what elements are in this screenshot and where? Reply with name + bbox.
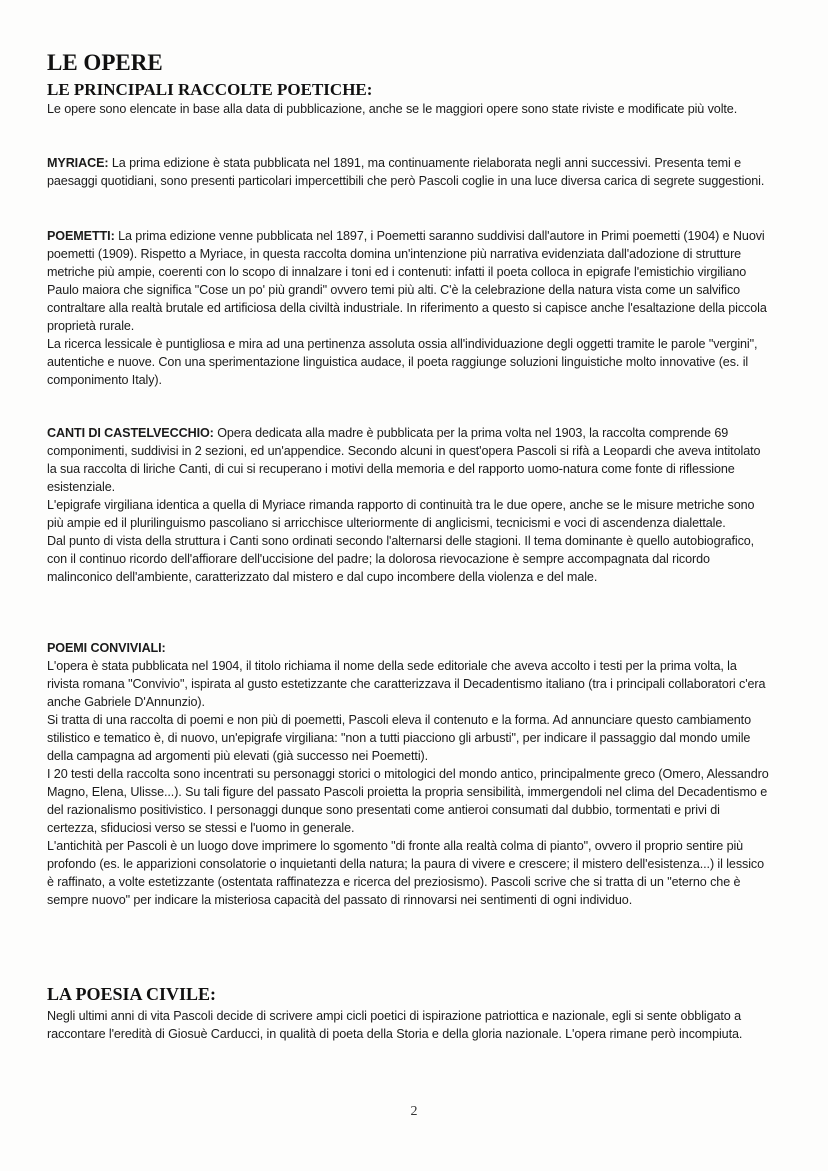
canti-paragraph bbox=[47, 424, 769, 496]
canti-paragraph-2: L'epigrafe virgiliana identica a quella di Myriace rimanda rapporto di continuità tra le due opere, anche se le misure metriche sono più ampie ed il plurilinguismo pascoliano si arricchisce ulteriormente di anglicismi, tecnicismi e voci di ascendenza dialettale. bbox=[47, 498, 755, 530]
poemetti-label: POEMETTI: bbox=[47, 229, 115, 243]
page-title: LE OPERE bbox=[47, 50, 163, 75]
canti-label: CANTI DI CASTELVECCHIO: bbox=[47, 426, 214, 440]
poemetti-section bbox=[47, 227, 769, 389]
conviviali-paragraph-2: Si tratta di una raccolta di poemi e non più di poemetti, Pascoli eleva il contenuto e la forma. Ad annunciare questo cambiamento stilistico e tematico è, di nuovo, un'epigrafe virgiliana: "non a tutti piacciono gli arbusti", per indicare il passaggio dal mondo umile della campagna ad argomenti più elevati (già successo nei Poemetti). bbox=[47, 713, 751, 763]
conviviali-paragraph: L'opera è stata pubblicata nel 1904, il titolo richiama il nome della sede editoriale che aveva accolto i testi per la prima volta, la rivista romana "Convivio", ispirata al gusto estetizzante che caratterizzava il Decadentismo italiano (tra i principali collaboratori c'era anche Gabriele D'Annunzio). bbox=[47, 659, 766, 709]
conviviali-paragraph-3: I 20 testi della raccolta sono incentrati su personaggi storici o mitologici del mondo antico, principalmente greco (Omero, Alessandro Magno, Elena, Ulisse...). Su tali figure del passato Pascoli proietta la propria sensibilità, immergendoli nel clima del Decadentismo e del razionalismo positivistico. I personaggi dunque sono presentati come antieroi consumati dal dubbio, tormentati e privi di certezza, sfiduciosi verso se stessi e l'uomo in generale. bbox=[47, 767, 769, 835]
conviviali-label: POEMI CONVIVIALI: bbox=[47, 641, 166, 655]
poemetti-paragraph-2: La ricerca lessicale è puntigliosa e mira ad una pertinenza assoluta ossia all'individuazione degli oggetti tramite le parole "vergini", autentiche e nuove. Con una sperimentazione linguistica audace, il poeta raggiunge soluzioni linguistiche molto innovative (es. il componimento Italy). bbox=[47, 337, 758, 387]
page-number: 2 bbox=[410, 1104, 418, 1119]
poesia-civile-heading: LA POESIA CIVILE: bbox=[47, 984, 217, 1004]
myriace-label: MYRIACE: bbox=[47, 156, 109, 170]
poemetti-paragraph bbox=[47, 227, 769, 335]
canti-paragraph-3: Dal punto di vista della struttura i Canti sono ordinati secondo l'alternarsi delle stagioni. Il tema dominante è quello autobiografico, con il continuo ricordo dell'affiorare dell'uccisione del padre; la dolorosa rievocazione è sempre accompagnata dal ricordo malinconico dell'ambiente, caratterizzato dal mistero e dal cupo incombere della violenza e del male. bbox=[47, 534, 755, 584]
poemetti-text: La prima edizione venne pubblicata nel 1897, i Poemetti saranno suddivisi dall'autore in Primi poemetti (1904) e Nuovi poemetti (1909). Rispetto a Myriace, in questa raccolta domina un'intenzione più narrativa evidenziata dall'adozione di strutture metriche più ampie, coerenti con lo scopo di innalzare i toni ed i contenuti: infatti il poeta colloca in epigrafe l'emistichio virgiliano Paulo maiora che significa "Cose un po' più grandi" ovvero temi più alti. C'è la celebrazione della natura vista come un salvifico contraltare alla realtà brutale ed artificiosa della civiltà industriale. In riferimento a questo si capisce anche l'esaltazione della piccola proprietà rurale. bbox=[47, 229, 767, 333]
conviviali-section bbox=[47, 657, 769, 909]
myriace-paragraph bbox=[47, 154, 769, 190]
section-subtitle: LE PRINCIPALI RACCOLTE POETICHE: bbox=[47, 80, 373, 99]
conviviali-paragraph-4: L'antichità per Pascoli è un luogo dove imprimere lo sgomento "di fronte alla realtà colma di pianto", ovvero il proprio sentire più profondo (es. le apparizioni consolatorie o inquietanti della natura; la paura di vivere e crescere; il mistero dell'esistenza...) il lessico è raffinato, a volte estetizzante (ostentata raffinatezza e ricerca del preziosismo). Pascoli scrive che si tratta di un "eterno che è sempre nuovo" per indicare la misteriosa capacità del passato di rinnovarsi nei sentimenti di ogni individuo. bbox=[47, 839, 765, 907]
intro-paragraph: Le opere sono elencate in base alla data di pubblicazione, anche se le maggiori opere sono state riviste e modificate più volte. bbox=[47, 102, 738, 116]
poesia-civile-paragraph: Negli ultimi anni di vita Pascoli decide di scrivere ampi cicli poetici di ispirazione patriottica e nazionale, egli si sente obbligato a raccontare l'eredità di Giosuè Carducci, in qualità di poeta della Storia e della gloria nazionale. L'opera rimane però incompiuta. bbox=[47, 1009, 743, 1041]
myriace-text: La prima edizione è stata pubblicata nel 1891, ma continuamente rielaborata negli anni successivi. Presenta temi e paesaggi quotidiani, sono presenti particolari impercettibili che però Pascoli coglie in una luce diversa carica di segrete suggestioni. bbox=[47, 156, 765, 188]
canti-text: Opera dedicata alla madre è pubblicata per la prima volta nel 1903, la raccolta comprende 69 componimenti, suddivisi in 2 sezioni, ed un'appendice. Secondo alcuni in quest'opera Pascoli si rifà a Leopardi che aveva intitolato la sua raccolta di liriche Canti, di cui si recuperano i motivi della memoria e del rapporto uomo-natura come fonte di riflessione esistenziale. bbox=[47, 426, 761, 494]
canti-section bbox=[47, 424, 769, 586]
